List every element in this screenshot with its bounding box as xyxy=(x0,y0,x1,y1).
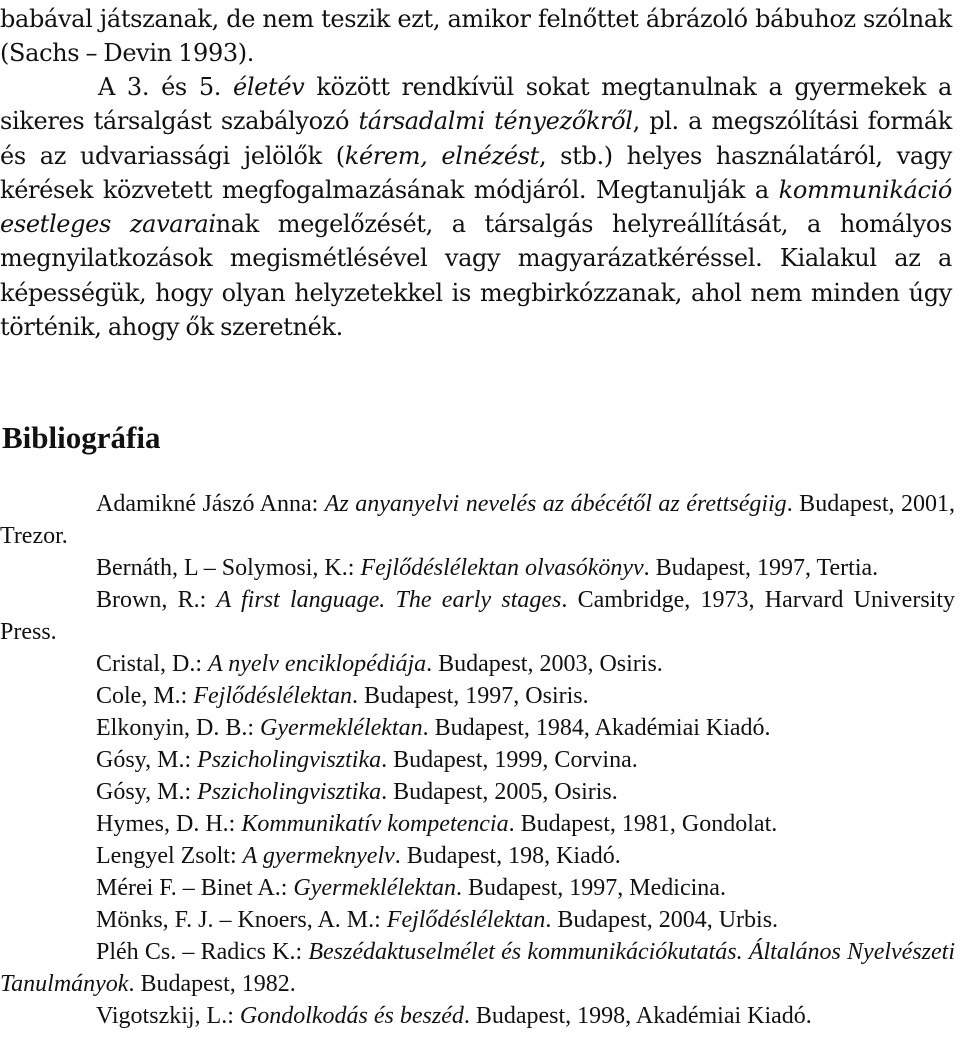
entry-title: Fejlődéslélektan xyxy=(386,907,546,933)
italic-run: életév xyxy=(233,73,305,101)
entry-publication: . Budapest, 198, Kiadó. xyxy=(394,843,621,869)
paragraph-text: babával játszanak, de nem teszik ezt, amikor felnőttet ábrázoló bábuhoz szólnak (Sachs – Devin 1993). xyxy=(0,5,952,68)
entry-publication: . Budapest, 2003, Osiris. xyxy=(426,651,663,677)
entry-title: A first language. The early stages xyxy=(216,587,562,613)
entry-publication: . Budapest, 1998, Akadémiai Kiadó. xyxy=(463,1003,812,1029)
entry-author: Hymes, D. H.: xyxy=(96,811,242,837)
entry-publication: . Budapest, 2004, Urbis. xyxy=(545,907,779,933)
paragraph-continued xyxy=(0,2,952,71)
bibliography-entry xyxy=(0,744,955,776)
entry-publication: . Budapest, 1982. xyxy=(128,971,296,997)
entry-publication: . Budapest, 1997, Osiris. xyxy=(351,683,589,709)
entry-author: Cristal, D.: xyxy=(96,651,208,677)
bibliography-entry xyxy=(0,872,955,904)
bibliography-entry xyxy=(0,936,955,1000)
bibliography-entry xyxy=(0,776,955,808)
entry-author: Cole, M.: xyxy=(96,683,194,709)
entry-publication: . Budapest, 1981, Gondolat. xyxy=(508,811,778,837)
entry-title: A nyelv enciklopédiája xyxy=(208,651,427,677)
italic-run: kérem, elnézést xyxy=(344,141,539,170)
entry-publication: . Budapest, 2001, Trezor. xyxy=(0,491,955,549)
italic-run: társadalmi tényezőkről xyxy=(358,107,633,136)
bibliography-entry xyxy=(0,1000,955,1032)
section-heading: Bibliográfia xyxy=(2,420,161,455)
entry-publication: . Budapest, 1999, Corvina. xyxy=(381,747,638,773)
entry-publication: . Budapest, 2005, Osiris. xyxy=(381,779,618,805)
entry-title: Pszicholingvisztika xyxy=(197,747,382,773)
text-run: A 3. és 5. xyxy=(98,73,233,101)
entry-publication: . Cambridge, 1973, Harvard University Press. xyxy=(0,587,955,645)
bibliography-entry xyxy=(0,808,955,840)
entry-author: Bernáth, L – Solymosi, K.: xyxy=(96,555,361,581)
entry-author: Elkonyin, D. B.: xyxy=(96,715,261,741)
entry-author: Lengyel Zsolt: xyxy=(96,843,243,869)
entry-publication: . Budapest, 1997, Tertia. xyxy=(643,555,879,581)
bibliography-list xyxy=(0,488,955,1032)
entry-title: Fejlődéslélektan olvasókönyv xyxy=(360,555,644,581)
italic-run: kommunikáció esetleges zavarai xyxy=(0,175,952,239)
bibliography-entry xyxy=(0,648,955,680)
entry-author: Pléh Cs. – Radics K.: xyxy=(96,939,309,965)
entry-author: Mérei F. – Binet A.: xyxy=(96,875,294,901)
text-run: között rendkívül sokat megtanulnak a gyermekek a sikeres társalgást szabályozó xyxy=(0,73,953,136)
bibliography-entry xyxy=(0,584,955,648)
entry-title: A gyermeknyelv xyxy=(242,843,395,869)
bibliography-entry xyxy=(0,840,955,872)
entry-author: Vigotszkij, L.: xyxy=(96,1003,240,1029)
entry-title: Fejlődéslélektan xyxy=(193,683,352,709)
entry-publication: . Budapest, 1984, Akadémiai Kiadó. xyxy=(422,715,771,741)
entry-title: Kommunikatív kompetencia xyxy=(241,811,509,837)
entry-author: Gósy, M.: xyxy=(96,779,198,805)
entry-title: Gyermeklélektan xyxy=(293,875,456,901)
entry-author: Adamikné Jászó Anna: xyxy=(96,491,325,517)
text-run: , stb.) helyes használatáról, vagy kérések közvetett megfogalmazásának módjáról. Megtanulják a xyxy=(0,141,952,204)
entry-title: Beszédaktuselmélet és kommunikációkutatás. Általános Nyelvészeti Tanulmányok xyxy=(0,939,955,997)
entry-author: Gósy, M.: xyxy=(96,747,198,773)
entry-title: Az anyanyelvi nevelés az ábécétől az érettségiig xyxy=(324,491,787,517)
paragraph-communication-skills xyxy=(0,70,952,344)
bibliography-entry xyxy=(0,488,955,552)
bibliography-entry xyxy=(0,552,955,584)
entry-author: Mönks, F. J. – Knoers, A. M.: xyxy=(96,907,387,933)
entry-title: Gyermeklélektan xyxy=(260,715,423,741)
entry-publication: . Budapest, 1997, Medicina. xyxy=(455,875,726,901)
text-run: nak megelőzését, a társalgás helyreállítását, a homályos megnyilatkozások megismétlésével vagy magyarázatkéréssel. Kialakul az a képességük, hogy olyan helyzetekkel is megbirkózzanak, ahol nem minden úgy történik, ahogy ők szeretnék. xyxy=(0,210,952,342)
bibliography-entry xyxy=(0,904,955,936)
bibliography-entry xyxy=(0,712,955,744)
entry-title: Pszicholingvisztika xyxy=(197,779,382,805)
bibliography-entry xyxy=(0,680,955,712)
text-run: , pl. a megszólítási formák és az udvariassági jelölők ( xyxy=(0,107,952,170)
entry-title: Gondolkodás és beszéd xyxy=(239,1003,464,1029)
entry-author: Brown, R.: xyxy=(96,587,217,613)
